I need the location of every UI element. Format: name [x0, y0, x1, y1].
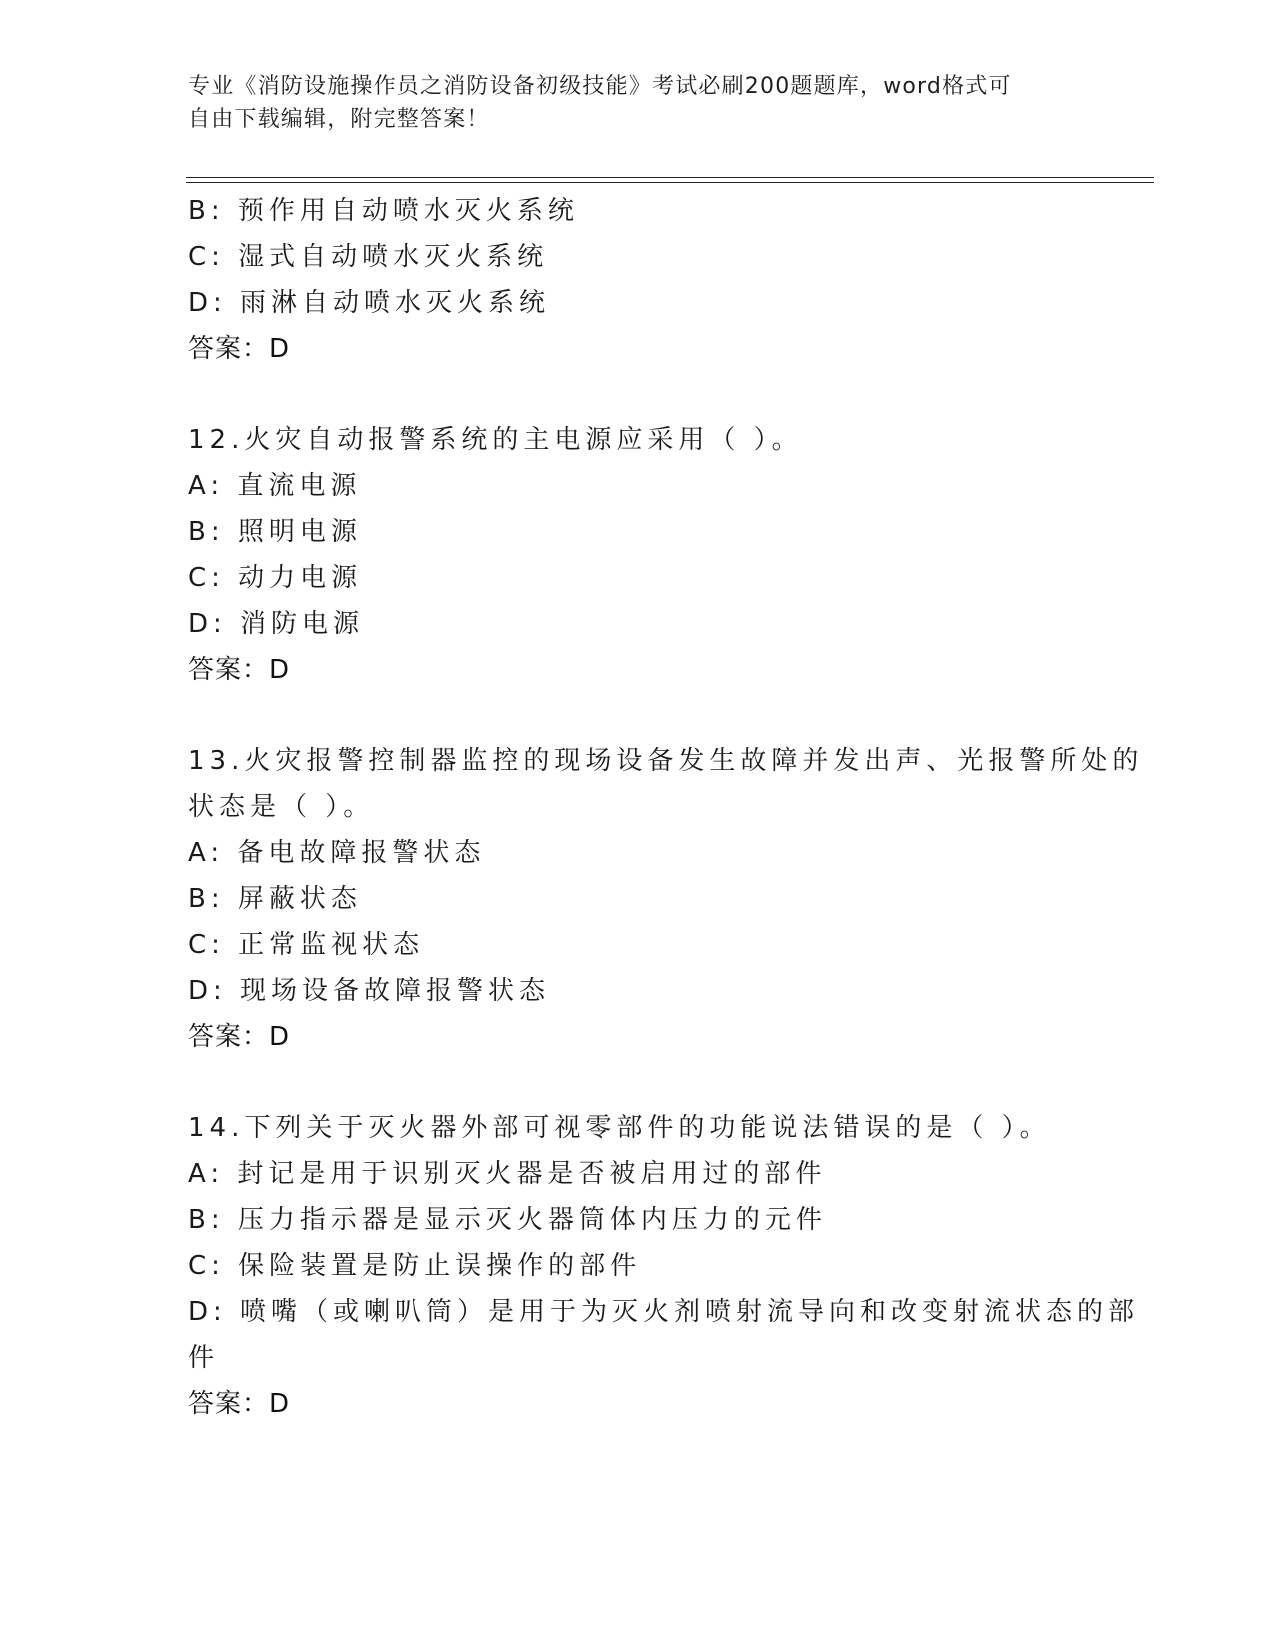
option-a: A: 直流电源 [188, 471, 362, 501]
question-12 [188, 417, 1078, 693]
spacer [188, 1060, 1078, 1105]
document-header [188, 70, 1068, 136]
option-c: C: 正常监视状态 [188, 930, 425, 960]
option-d: D: 雨淋自动喷水灭火系统 [188, 288, 551, 318]
header-rule-bottom [186, 182, 1154, 183]
answer-label: 答案：D [188, 655, 291, 685]
question-stem: 14.下列关于灭火器外部可视零部件的功能说法错误的是（ ）。 [188, 1113, 1051, 1143]
answer-label: 答案：D [188, 1389, 291, 1419]
answer-label: 答案：D [188, 1022, 291, 1052]
option-d-line-2: 件 [188, 1343, 220, 1373]
option-c: C: 保险装置是防止误操作的部件 [188, 1251, 642, 1281]
header-rule-top [186, 177, 1154, 178]
option-b: B: 预作用自动喷水灭火系统 [188, 196, 579, 226]
option-c: C: 动力电源 [188, 563, 363, 593]
question-13 [188, 738, 1144, 1060]
option-d-line-1: D: 喷嘴（或喇叭筒）是用于为灭火剂喷射流导向和改变射流状态的部 [188, 1297, 1140, 1327]
answer-label: 答案：D [188, 334, 291, 364]
header-line-1: 专业《消防设施操作员之消防设备初级技能》考试必刷200题题库，word格式可 [188, 74, 1012, 99]
question-stem: 12.火灾自动报警系统的主电源应采用（ ）。 [188, 425, 803, 455]
spacer [188, 693, 1078, 738]
option-b: B: 压力指示器是显示灭火器筒体内压力的元件 [188, 1205, 827, 1235]
question-stem-line-2: 状态是（ ）。 [188, 792, 375, 822]
question-list [188, 188, 1144, 1427]
option-a: A: 备电故障报警状态 [188, 838, 486, 868]
question-11-continued [188, 188, 1078, 372]
question-stem-line-1: 13.火灾报警控制器监控的现场设备发生故障并发出声、光报警所处的 [188, 746, 1144, 776]
question-14 [188, 1105, 1140, 1427]
option-c: C: 湿式自动喷水灭火系统 [188, 242, 549, 272]
header-line-2: 自由下载编辑，附完整答案！ [188, 107, 490, 132]
option-a: A: 封记是用于识别灭火器是否被启用过的部件 [188, 1159, 827, 1189]
option-b: B: 屏蔽状态 [188, 884, 362, 914]
spacer [188, 372, 1078, 417]
option-d: D: 消防电源 [188, 609, 365, 639]
option-d: D: 现场设备故障报警状态 [188, 976, 551, 1006]
option-b: B: 照明电源 [188, 517, 362, 547]
